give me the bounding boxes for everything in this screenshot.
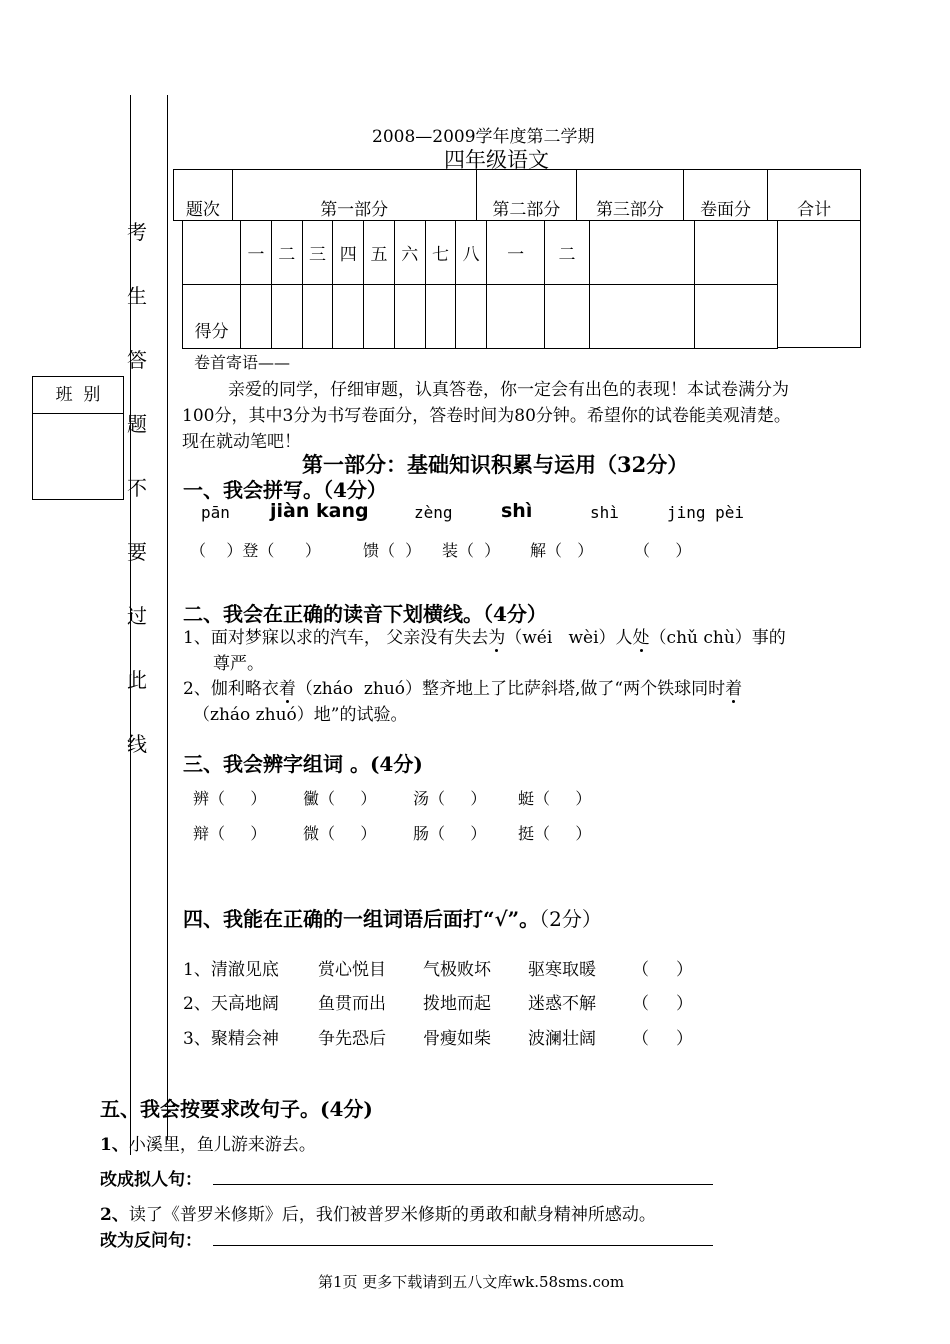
q4-heading (183, 903, 602, 932)
score-cell (241, 285, 272, 349)
q2-sentence-1-cont: 尊严。 (213, 654, 264, 674)
q2-s2-pre: 2、伽利略衣 (183, 679, 279, 699)
cell-neatness: 卷面分 (683, 170, 768, 221)
binding-line-right (167, 95, 168, 1140)
q2-sentence-2 (183, 674, 742, 699)
seal-char: 生 (127, 284, 147, 308)
seal-char: 考 (127, 220, 147, 244)
q1-blank-5: （ ） (634, 541, 692, 560)
q4-row1-5: （ ） (632, 960, 694, 980)
q2-s1-word-wei: 为 (488, 628, 506, 648)
q1-pinyin-4: shì (501, 500, 533, 522)
score-cell (545, 285, 589, 349)
cell-total-body (777, 220, 861, 348)
q4-row2-5: （ ） (632, 994, 694, 1014)
q3-row1-3: 汤（ ） (413, 789, 487, 808)
cell-col-4: 四 (333, 221, 364, 285)
q1-pinyin-2: jiàn kang (270, 500, 369, 522)
class-box (32, 376, 124, 500)
q4-row3-5: （ ） (632, 1029, 694, 1049)
q5-heading: 五、我会按要求改句子。(4分) (100, 1097, 373, 1121)
q4-row3-3: 骨瘦如柴 (423, 1029, 491, 1049)
q3-row1-2: 黴（ ） (303, 789, 377, 808)
score-cell (333, 285, 364, 349)
cell-question-no: 题次 (174, 170, 233, 221)
cell-part3-blank (589, 221, 694, 285)
q4-heading-score: （2分） (539, 907, 602, 931)
class-box-label: 班 别 (33, 377, 123, 414)
q5-task-1: 改成拟人句： (100, 1170, 202, 1190)
cell-col-5: 五 (364, 221, 395, 285)
q4-row2-4: 迷惑不解 (528, 994, 596, 1014)
preface-line-3: 现在就动笔吧！ (182, 432, 301, 452)
q3-row2-2: 微（ ） (303, 824, 377, 843)
score-cell (364, 285, 395, 349)
seal-char: 答 (127, 348, 147, 372)
q4-row3-4: 波澜壮阔 (528, 1029, 596, 1049)
q3-row1-1: 辨（ ） (193, 789, 267, 808)
seal-char: 线 (127, 732, 147, 756)
seal-char: 题 (127, 412, 147, 436)
q1-blank-2: 馈（ ） (363, 541, 422, 560)
q3-row2-4: 挺（ ） (518, 824, 592, 843)
cell-part1: 第一部分 (232, 170, 476, 221)
q4-row1-4: 驱寒取暖 (528, 960, 596, 980)
score-cell (589, 285, 694, 349)
cell-part2: 第二部分 (476, 170, 577, 221)
q4-row3-2: 争先恐后 (318, 1029, 386, 1049)
cell-col-2: 二 (271, 221, 302, 285)
score-cell (271, 285, 302, 349)
q5-s1-number: 1、 (100, 1135, 129, 1155)
q3-row2-3: 肠（ ） (413, 824, 487, 843)
q5-task-2: 改为反问句： (100, 1231, 202, 1251)
cell-total: 合计 (768, 170, 861, 221)
cell-score-label: 得分 (183, 285, 241, 349)
q2-s2-word-zhuo: 着 (278, 679, 296, 699)
seal-char: 此 (127, 668, 147, 692)
seal-char: 过 (127, 604, 147, 628)
cell-col-6: 六 (394, 221, 425, 285)
q2-s1-word-chu: 处 (632, 628, 650, 648)
q2-sentence-1 (183, 623, 786, 648)
q1-pinyin-1: pān (201, 503, 230, 522)
q4-row2-2: 鱼贯而出 (318, 994, 386, 1014)
preface-line-2: 100分，其中3分为书写卷面分，答卷时间为80分钟。希望你的试卷能美观清楚。 (182, 406, 791, 426)
q4-row2-1: 2、天高地阔 (183, 994, 279, 1014)
q4-row3-1: 3、聚精会神 (183, 1029, 279, 1049)
preface-title: 卷首寄语—— (194, 353, 291, 372)
q3-row1-4: 蜓（ ） (518, 789, 592, 808)
cell-neat-blank (694, 221, 777, 285)
q4-row2-3: 拨地而起 (423, 994, 491, 1014)
cell-col-1: 一 (241, 221, 272, 285)
score-table-header (173, 169, 861, 221)
score-cell (394, 285, 425, 349)
cell-col-7: 七 (425, 221, 456, 285)
q5-sentence-2 (100, 1200, 656, 1225)
q4-heading-text: 四、我能在正确的一组词语后面打“√”。 (183, 907, 540, 931)
q1-blank-1: （ ）登（ ） (190, 541, 321, 560)
q2-heading: 二、我会在正确的读音下划横线。（4分） (183, 602, 547, 626)
q1-blank-4: 解（ ） (530, 541, 594, 560)
q2-sentence-2-cont: （zháo zhuó）地”的试验。 (193, 705, 408, 725)
q2-s1-mid: （wéi wèi）人 (505, 628, 633, 648)
q3-heading: 三、我会辨字组词 。(4分) (183, 752, 423, 776)
q5-answer-line-1[interactable] (213, 1184, 713, 1185)
q5-answer-line-2[interactable] (213, 1245, 713, 1246)
q5-s2-text: 读了《普罗米修斯》后，我们被普罗米修斯的勇敢和献身精神所感动。 (128, 1205, 656, 1225)
score-cell (487, 285, 545, 349)
q5-s2-number: 2、 (100, 1205, 129, 1225)
q4-row1-3: 气极败坏 (423, 960, 491, 980)
q5-sentence-1 (100, 1130, 316, 1155)
preface-line-1: 亲爱的同学，仔细审题，认真答卷，你一定会有出色的表现！本试卷满分为 (228, 380, 789, 400)
q1-pinyin-3: zèng (414, 503, 453, 522)
cell-col-3: 三 (302, 221, 333, 285)
q1-pinyin-6: jing pèi (667, 503, 745, 522)
header-term: 2008—2009学年度第二学期 (372, 127, 595, 147)
page-footer: 第1页 更多下载请到五八文库wk.58sms.com (318, 1273, 625, 1291)
q2-s1-post: （chǔ chù）事的 (649, 628, 786, 648)
part1-heading: 第一部分：基础知识积累与运用（32分） (302, 452, 689, 477)
q1-pinyin-5: shì (590, 503, 619, 522)
q4-row1-1: 1、清澈见底 (183, 960, 279, 980)
q1-heading: 一、我会拼写。（4分） (183, 478, 387, 502)
cell-part2-col-2: 二 (545, 221, 589, 285)
q1-blank-3: 装（ ） (442, 541, 501, 560)
q2-s1-pre: 1、面对梦寐以求的汽车， 父亲没有失去 (183, 628, 489, 648)
score-cell (456, 285, 487, 349)
cell-blank (183, 221, 241, 285)
score-cell (302, 285, 333, 349)
q5-s1-text: 小溪里，鱼儿游来游去。 (128, 1135, 316, 1155)
score-cell (694, 285, 777, 349)
seal-char: 不 (127, 476, 147, 500)
q3-row2-1: 辩（ ） (193, 824, 267, 843)
q2-s2-word-zhao: 着 (725, 679, 743, 699)
score-table-body (182, 220, 778, 349)
header-subject: 四年级语文 (444, 148, 549, 172)
score-cell (425, 285, 456, 349)
cell-part3: 第三部分 (577, 170, 684, 221)
cell-part2-col-1: 一 (487, 221, 545, 285)
cell-col-8: 八 (456, 221, 487, 285)
seal-char: 要 (127, 540, 147, 564)
q2-s2-mid: （zháo zhuó）整齐地上了比萨斜塔,做了“两个铁球同时 (295, 679, 726, 699)
q4-row1-2: 赏心悦目 (318, 960, 386, 980)
